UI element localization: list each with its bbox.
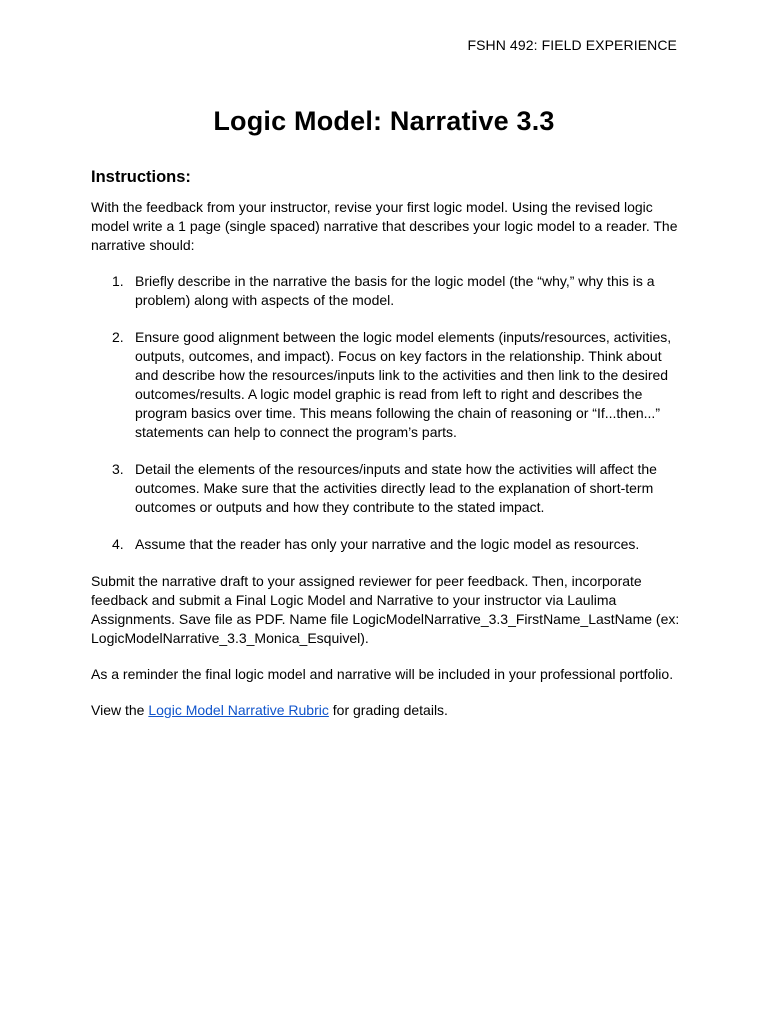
- instructions-heading: Instructions:: [91, 168, 191, 186]
- list-item-number: 4.: [112, 536, 124, 552]
- reminder-paragraph: As a reminder the final logic model and narrative will be included in your professional portfolio.: [91, 666, 674, 682]
- list-item-number: 3.: [112, 461, 124, 477]
- list-item: [91, 328, 681, 442]
- page-title: Logic Model: Narrative 3.3: [213, 106, 555, 136]
- list-item-number: 1.: [112, 273, 124, 289]
- instructions-section: [91, 166, 681, 737]
- course-header: FSHN 492: FIELD EXPERIENCE: [467, 37, 677, 53]
- view-rubric-paragraph: [91, 701, 681, 720]
- list-item: [91, 460, 681, 517]
- list-item-text: Briefly describe in the narrative the basis for the logic model (the “why,” why this is a problem) along with aspects of the model.: [135, 273, 655, 308]
- list-item: [91, 535, 681, 554]
- submit-paragraph: Submit the narrative draft to your assigned reviewer for peer feedback. Then, incorporate feedback and submit a Final Logic Model and Narrative to your instructor via Laulima Assignments. Save file as PDF. Name file LogicModelNarrative_3.3_FirstName_LastName (ex: LogicModelNarrative_3.3_Monica_Esquivel).: [91, 573, 680, 646]
- list-item-text: Ensure good alignment between the logic model elements (inputs/resources, activities, outputs, outcomes, and impact). Focus on key factors in the relationship. Think about and describe how the resources/inputs link to the activities and then link to the desired outcomes/results. A logic model graphic is read from left to right and describes the program basics over time. This means following the chain of reasoning or “If...then...” statements can help to connect the program’s parts.: [135, 329, 672, 440]
- view-suffix: for grading details.: [328, 702, 448, 718]
- list-item-number: 2.: [112, 329, 124, 345]
- list-item-text: Detail the elements of the resources/inputs and state how the activities will affect the outcomes. Make sure that the activities directly lead to the explanation of short-term outcomes or outputs and how they contribute to the stated impact.: [135, 461, 657, 515]
- rubric-link[interactable]: Logic Model Narrative Rubric: [148, 702, 329, 718]
- view-prefix: View the: [91, 702, 149, 718]
- list-item: [91, 272, 681, 310]
- requirements-list: [91, 272, 681, 554]
- instructions-intro: With the feedback from your instructor, revise your first logic model. Using the revised logic model write a 1 page (single spaced) narrative that describes your logic model to a reader. The narrative should:: [91, 199, 678, 253]
- list-item-text: Assume that the reader has only your narrative and the logic model as resources.: [135, 536, 640, 552]
